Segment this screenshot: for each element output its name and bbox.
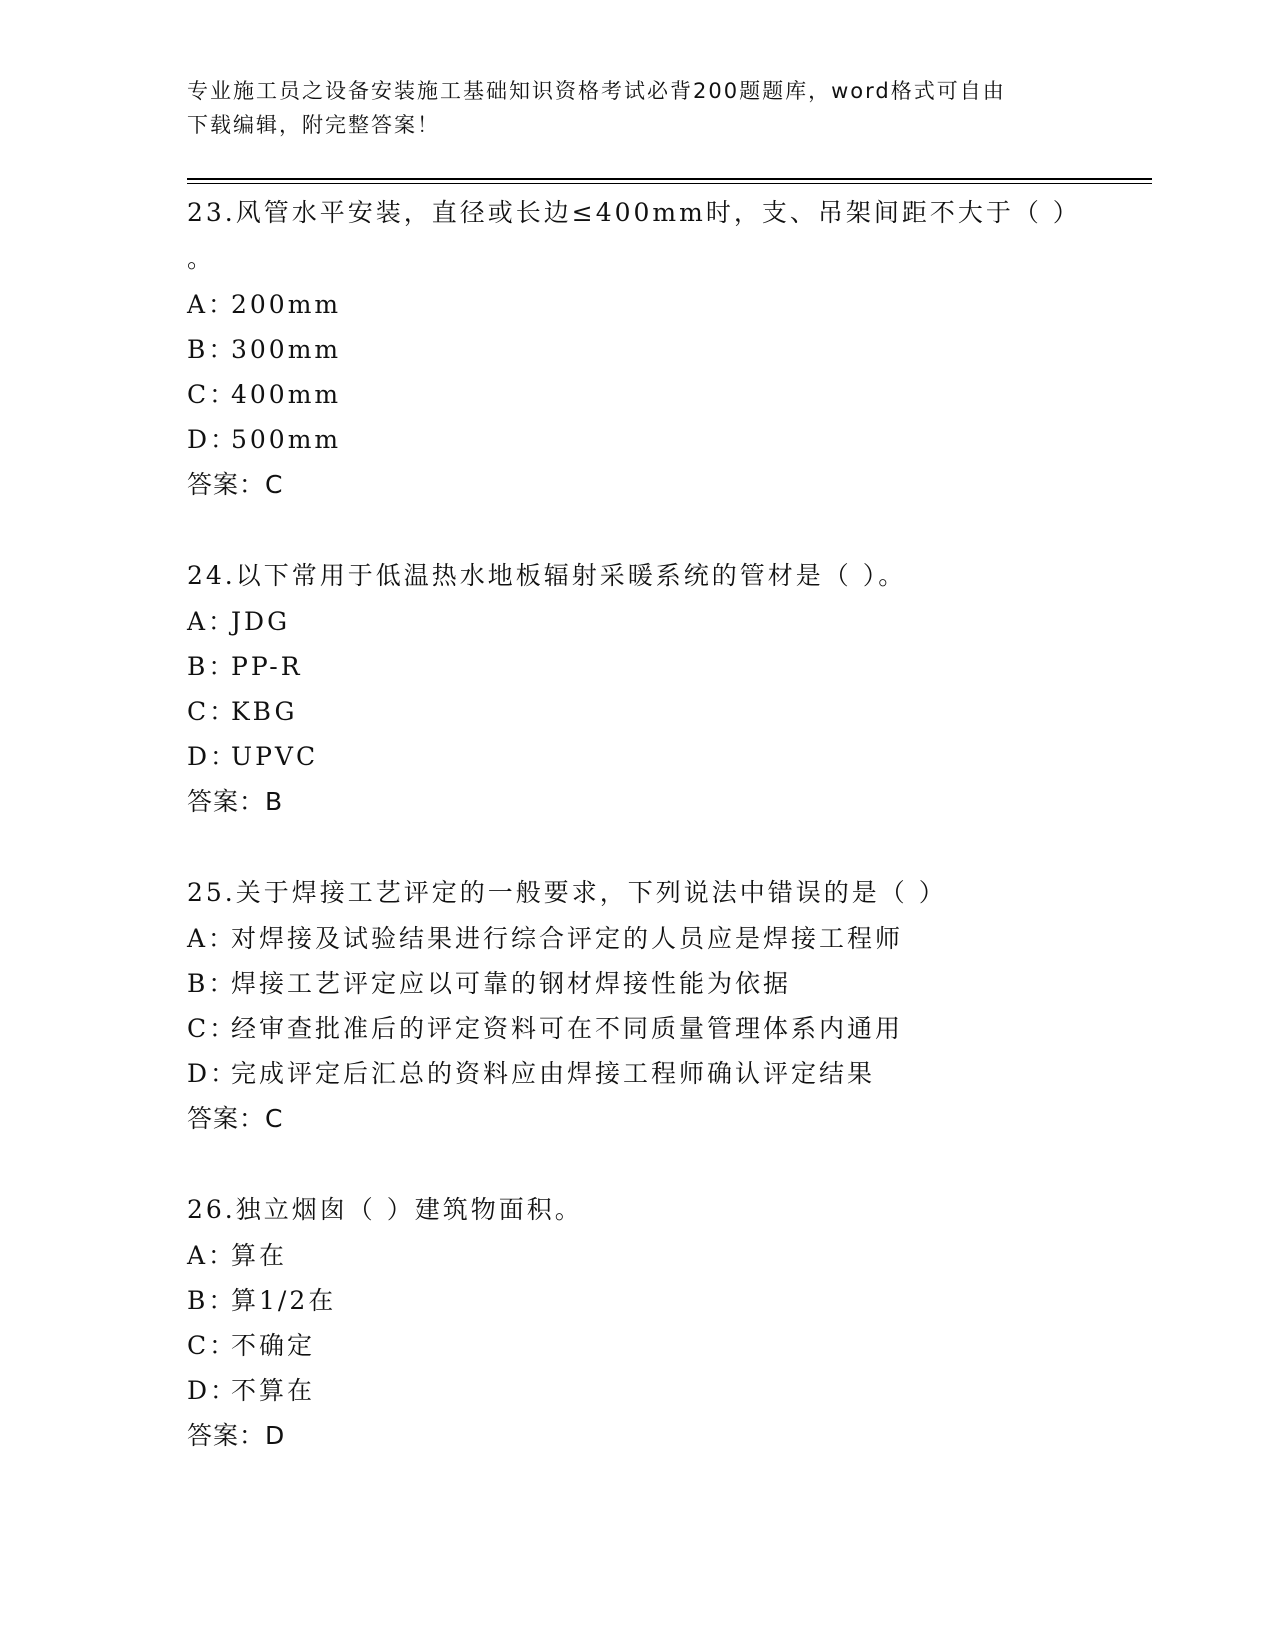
- option-c: [187, 689, 1087, 734]
- question-stem-continuation: 。: [187, 244, 216, 273]
- option-d: [187, 1051, 1087, 1096]
- question-25: [187, 870, 1087, 1141]
- option-c: [187, 1006, 1087, 1051]
- question-stem: 25.关于焊接工艺评定的一般要求，下列说法中错误的是（ ）: [187, 878, 947, 907]
- option-text: JDG: [231, 607, 291, 636]
- option-a: [187, 599, 1087, 644]
- option-text: 算在: [231, 1241, 288, 1270]
- option-key: A：: [187, 1241, 237, 1270]
- question-stem: 26.独立烟囱（ ）建筑物面积。: [187, 1195, 583, 1224]
- option-text: 不确定: [231, 1331, 316, 1360]
- option-text: 算1/2在: [231, 1286, 337, 1315]
- option-key: D：: [187, 1376, 239, 1405]
- answer-line: 答案：D: [187, 1421, 286, 1450]
- option-key: B：: [187, 335, 237, 364]
- question-list: [187, 190, 1087, 1504]
- option-key: D：: [187, 425, 239, 454]
- option-key: B：: [187, 652, 237, 681]
- question-stem: 23.风管水平安装，直径或长边≤400mm时，支、吊架间距不大于（ ）: [187, 198, 1081, 227]
- option-key: A：: [187, 924, 237, 953]
- option-key: C：: [187, 1014, 238, 1043]
- option-text: 200mm: [231, 290, 342, 319]
- option-key: C：: [187, 1331, 238, 1360]
- question-23: [187, 190, 1087, 507]
- option-text: 500mm: [231, 425, 342, 454]
- option-b: [187, 1278, 1087, 1323]
- option-b: [187, 327, 1087, 372]
- question-24: [187, 553, 1087, 824]
- option-text: 400mm: [231, 380, 342, 409]
- header-line-1: 专业施工员之设备安装施工基础知识资格考试必背200题题库，word格式可自由: [187, 79, 1006, 103]
- header-divider-thin: [187, 183, 1152, 184]
- option-text: UPVC: [231, 742, 319, 771]
- header-divider-thick: [187, 178, 1152, 180]
- answer-line: 答案：C: [187, 1104, 284, 1133]
- option-text: 不算在: [231, 1376, 316, 1405]
- option-key: A：: [187, 607, 237, 636]
- answer-line: 答案：C: [187, 470, 284, 499]
- option-key: D：: [187, 742, 239, 771]
- option-text: 经审查批准后的评定资料可在不同质量管理体系内通用: [231, 1014, 904, 1043]
- option-text: 对焊接及试验结果进行综合评定的人员应是焊接工程师: [231, 924, 904, 953]
- option-key: C：: [187, 380, 238, 409]
- option-text: KBG: [231, 697, 298, 726]
- option-c: [187, 1323, 1087, 1368]
- question-26: [187, 1187, 1087, 1458]
- option-d: [187, 417, 1087, 462]
- option-b: [187, 961, 1087, 1006]
- option-text: 300mm: [231, 335, 342, 364]
- question-stem: 24.以下常用于低温热水地板辐射采暖系统的管材是（ ）。: [187, 561, 907, 590]
- option-text: 焊接工艺评定应以可靠的钢材焊接性能为依据: [231, 969, 792, 998]
- option-key: C：: [187, 697, 238, 726]
- option-text: 完成评定后汇总的资料应由焊接工程师确认评定结果: [231, 1059, 876, 1088]
- option-d: [187, 734, 1087, 779]
- option-a: [187, 1233, 1087, 1278]
- option-key: B：: [187, 969, 237, 998]
- option-a: [187, 916, 1087, 961]
- option-c: [187, 372, 1087, 417]
- option-d: [187, 1368, 1087, 1413]
- document-header: [187, 74, 1087, 142]
- option-key: D：: [187, 1059, 239, 1088]
- answer-line: 答案：B: [187, 787, 284, 816]
- option-key: B：: [187, 1286, 237, 1315]
- option-text: PP-R: [231, 652, 303, 681]
- header-line-2: 下载编辑，附完整答案！: [187, 113, 440, 137]
- option-a: [187, 282, 1087, 327]
- option-b: [187, 644, 1087, 689]
- option-key: A：: [187, 290, 237, 319]
